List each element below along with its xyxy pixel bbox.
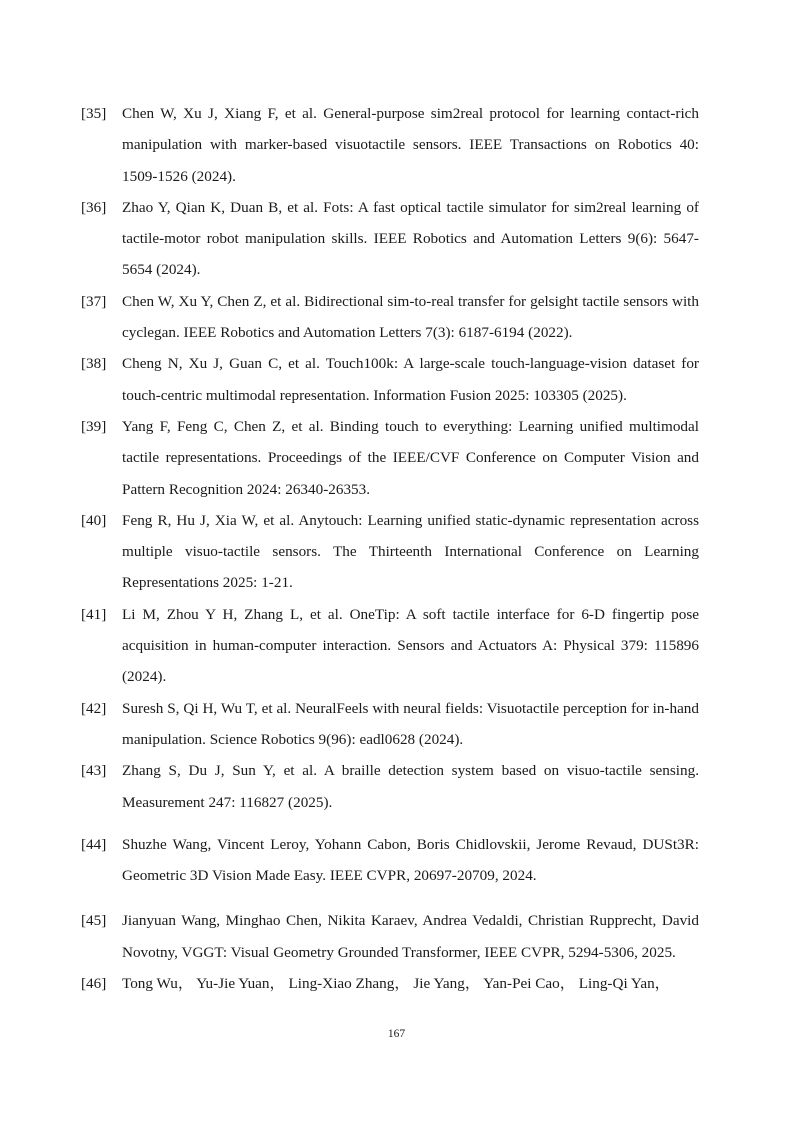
reference-number: [40]: [81, 511, 107, 529]
reference-text: Zhang S, Du J, Sun Y, et al. A braille detection system based on visuo-tactile sensing. Measurement 247: 116827 (2025).: [122, 762, 699, 811]
reference-44: [81, 829, 699, 892]
reference-39: [81, 411, 699, 505]
reference-38: [81, 348, 699, 411]
reference-text: Feng R, Hu J, Xia W, et al. Anytouch: Learning unified static-dynamic representation across multiple visuo-tactile sensors. The Thirteenth International Conference on Learning Representations 2025: 1-21.: [122, 511, 699, 592]
reference-text: Chen W, Xu J, Xiang F, et al. General-purpose sim2real protocol for learning contact-rich manipulation with marker-based visuotactile sensors. IEEE Transactions on Robotics 40: 1509-1526 (2024).: [122, 105, 699, 185]
reference-41: [81, 599, 699, 693]
reference-text: Li M, Zhou Y H, Zhang L, et al. OneTip: A soft tactile interface for 6-D fingertip pose acquisition in human-computer interaction. Sensors and Actuators A: Physical 379: 115896 (2024).: [122, 605, 699, 686]
reference-text: Zhao Y, Qian K, Duan B, et al. Fots: A fast optical tactile simulator for sim2real learning of tactile-motor robot manipulation skills. IEEE Robotics and Automation Letters 9(6): 5647-5654 (2024).: [122, 198, 699, 279]
reference-43: [81, 755, 699, 818]
reference-text: Shuzhe Wang, Vincent Leroy, Yohann Cabon, Boris Chidlovskii, Jerome Revaud, DUSt3R: Geometric 3D Vision Made Easy. IEEE CVPR, 20697-20709, 2024.: [122, 835, 699, 885]
reference-number: [37]: [81, 292, 107, 310]
reference-number: [43]: [81, 762, 107, 780]
reference-number: [39]: [81, 417, 107, 435]
reference-number: [41]: [81, 605, 107, 623]
reference-list: [81, 98, 699, 999]
reference-number: [46]: [81, 975, 107, 993]
reference-35: [81, 98, 699, 192]
reference-45: [81, 905, 699, 968]
reference-number: [42]: [81, 699, 107, 717]
reference-text: Chen W, Xu Y, Chen Z, et al. Bidirectional sim-to-real transfer for gelsight tactile sensors with cyclegan. IEEE Robotics and Automation Letters 7(3): 6187-6194 (2022).: [122, 292, 699, 342]
page-number: 167: [387, 1028, 406, 1040]
reference-text: Yang F, Feng C, Chen Z, et al. Binding touch to everything: Learning unified multimodal tactile representations. Proceedings of the IEEE/CVF Conference on Computer Vision and Pattern Recognition 2024: 26340-26353.: [122, 417, 699, 498]
reference-text: Jianyuan Wang, Minghao Chen, Nikita Karaev, Andrea Vedaldi, Christian Rupprecht, David Novotny, VGGT: Visual Geometry Grounded Transformer, IEEE CVPR, 5294-5306, 2025.: [122, 912, 699, 961]
reference-37: [81, 286, 699, 349]
reference-46: [81, 968, 699, 999]
reference-text: Cheng N, Xu J, Guan C, et al. Touch100k: A large-scale touch-language-vision dataset for touch-centric multimodal representation. Information Fusion 2025: 103305 (2025).: [122, 355, 699, 404]
reference-number: [35]: [81, 105, 107, 122]
reference-number: [44]: [81, 835, 107, 853]
reference-number: [38]: [81, 355, 107, 373]
reference-number: [45]: [81, 912, 107, 930]
reference-40: [81, 505, 699, 599]
reference-text: Tong Wu， Yu-Jie Yuan， Ling-Xiao Zhang， Jie Yang， Yan-Pei Cao， Ling-Qi Yan，: [122, 975, 670, 993]
reference-number: [36]: [81, 198, 107, 216]
reference-36: [81, 192, 699, 286]
reference-42: [81, 693, 699, 756]
reference-text: Suresh S, Qi H, Wu T, et al. NeuralFeels with neural fields: Visuotactile perception for in-hand manipulation. Science Robotics 9(96): eadl0628 (2024).: [122, 699, 699, 748]
